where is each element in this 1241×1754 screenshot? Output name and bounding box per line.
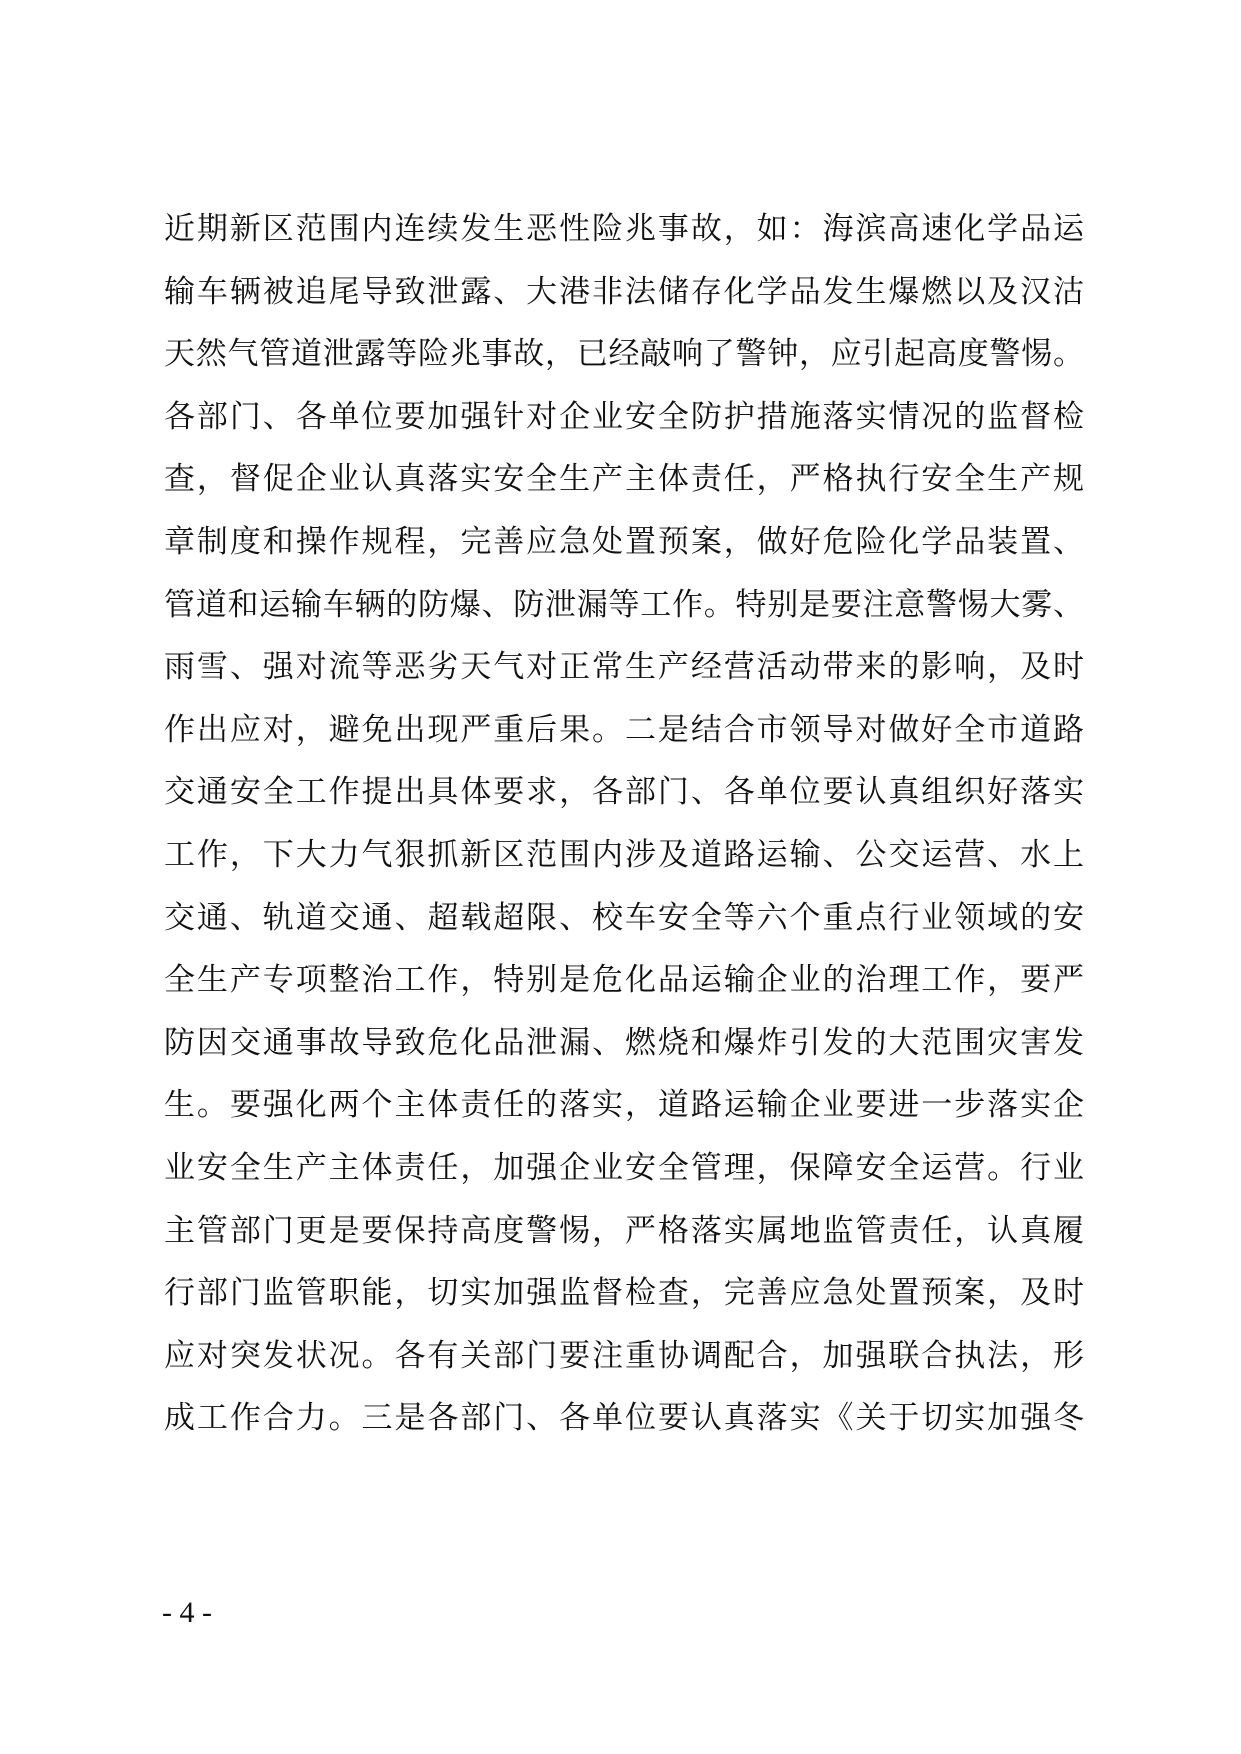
- text-line: 查，督促企业认真落实安全生产主体责任，严格执行安全生产规: [164, 461, 1084, 498]
- text-line: 主管部门更是要保持高度警惕，严格落实属地监管责任，认真履: [164, 1212, 1084, 1249]
- body-text: [164, 198, 1084, 1450]
- text-line: 防因交通事故导致危化品泄漏、燃烧和爆炸引发的大范围灾害发: [164, 1024, 1084, 1061]
- text-line: 工作，下大力气狠抓新区范围内涉及道路运输、公交运营、水上: [164, 836, 1084, 873]
- text-line: 作出应对，避免出现严重后果。二是结合市领导对做好全市道路: [164, 711, 1084, 748]
- text-line: 全生产专项整治工作，特别是危化品运输企业的治理工作，要严: [164, 962, 1084, 999]
- text-line: 雨雪、强对流等恶劣天气对正常生产经营活动带来的影响，及时: [164, 649, 1084, 686]
- text-line: 成工作合力。三是各部门、各单位要认真落实《关于切实加强冬: [164, 1400, 1084, 1437]
- text-line: 天然气管道泄露等险兆事故，已经敲响了警钟，应引起高度警惕。: [164, 336, 1084, 373]
- page-number: - 4 -: [162, 1596, 212, 1629]
- text-line: 管道和运输车辆的防爆、防泄漏等工作。特别是要注意警惕大雾、: [164, 586, 1084, 623]
- text-line: 章制度和操作规程，完善应急处置预案，做好危险化学品装置、: [164, 523, 1084, 560]
- text-line: 生。要强化两个主体责任的落实，道路运输企业要进一步落实企: [164, 1087, 1084, 1124]
- text-line: 交通安全工作提出具体要求，各部门、各单位要认真组织好落实: [164, 774, 1084, 811]
- text-line: 应对突发状况。各有关部门要注重协调配合，加强联合执法，形: [164, 1337, 1084, 1374]
- text-line: 行部门监管职能，切实加强监督检查，完善应急处置预案，及时: [164, 1275, 1084, 1312]
- text-line: 输车辆被追尾导致泄露、大港非法储存化学品发生爆燃以及汉沽: [164, 273, 1084, 310]
- text-line: 业安全生产主体责任，加强企业安全管理，保障安全运营。行业: [164, 1149, 1084, 1186]
- text-line: 各部门、各单位要加强针对企业安全防护措施落实情况的监督检: [164, 398, 1084, 435]
- text-line: 近期新区范围内连续发生恶性险兆事故，如：海滨高速化学品运: [164, 211, 1084, 247]
- text-line: 交通、轨道交通、超载超限、校车安全等六个重点行业领域的安: [164, 899, 1084, 936]
